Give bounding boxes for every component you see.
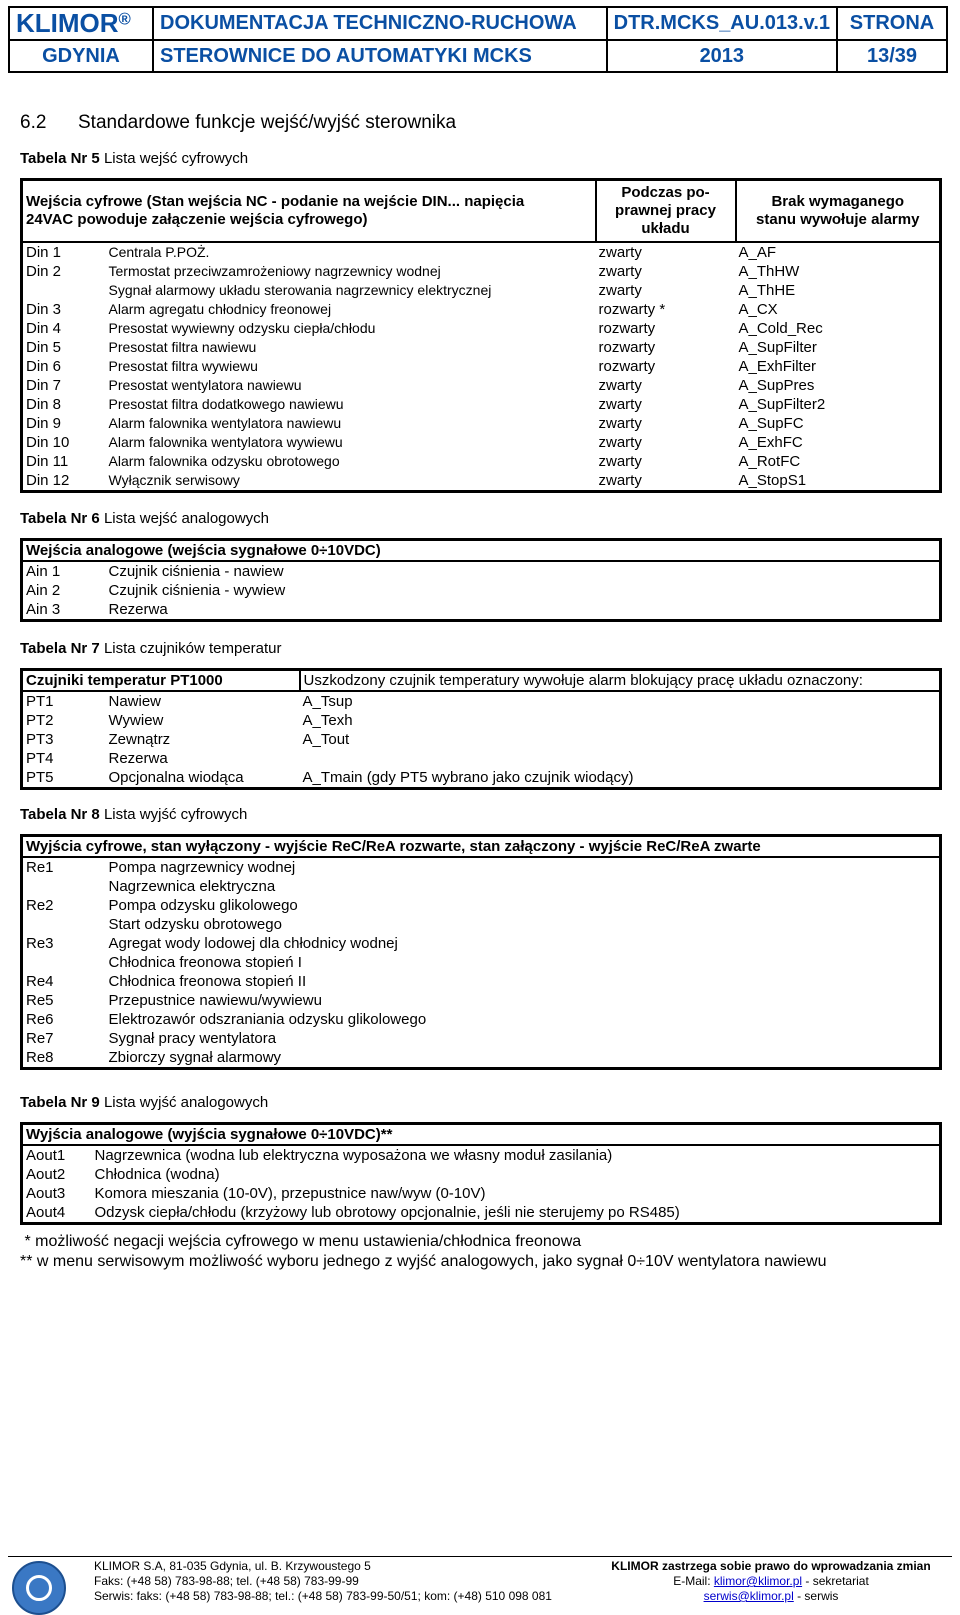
output-description: Sygnał pracy wentylatora [108,1030,277,1047]
alarm-code: A_CX [738,301,778,318]
brand-logo [9,7,153,40]
output-id: Re5 [26,992,54,1009]
input-id [22,281,106,300]
output-description: Elektrozawór odszraniania odzysku glikolowego [108,1011,427,1028]
table8-body [22,857,941,1069]
output-description: Przepustnice nawiewu/wywiewu [108,992,322,1009]
section-title: Standardowe funkcje wejść/wyjść sterownika [78,112,457,133]
footer-contact: KLIMOR zastrzega sobie prawo do wprowadzania zmian E-Mail: klimor@klimor.pl - sekretariat serwis@klimor.pl - serwis [590,1559,952,1604]
table7-temperature-sensors [20,668,942,790]
input-description: Termostat przeciwzamrożeniowy nagrzewnicy wodnej [108,263,441,279]
alarm-code: A_StopS1 [738,472,807,489]
input-description: Presostat filtra nawiewu [108,339,257,355]
normal-state: zwarty [598,377,642,394]
table9-header: Wyjścia analogowe (wyjścia sygnałowe 0÷10VDC)** [22,1124,941,1146]
input-id: Din 5 [26,339,62,356]
output-id: Re3 [26,935,54,952]
input-id: Ain 2 [26,582,61,599]
table-row [22,1184,941,1203]
sensor-location: Opcjonalna wiodąca [108,769,244,786]
section-heading [20,112,456,134]
alarm-code: A_Cold_Rec [738,320,823,337]
input-description: Czujnik ciśnienia - nawiew [108,563,284,580]
alarm-code: A_SupFilter [738,339,817,356]
input-description: Presostat filtra wywiewu [108,358,258,374]
normal-state: zwarty [598,396,642,413]
table-row [22,452,941,471]
page-number: 13/39 [837,40,947,72]
output-id [22,877,106,896]
table9-body [22,1145,941,1224]
input-id: Din 6 [26,358,62,375]
table-row [22,1029,941,1048]
normal-state: rozwarty * [598,301,666,318]
output-description: Nagrzewnica elektryczna [108,878,276,895]
page-label: STRONA [837,7,947,40]
table-row [22,857,941,877]
alarm-code: A_ExhFC [738,434,803,451]
table-row [22,395,941,414]
table-row [22,561,941,581]
registered-mark: ® [118,9,131,29]
output-id: Aout3 [26,1185,66,1202]
email-service-link[interactable]: serwis@klimor.pl [703,1589,794,1603]
alarm-code [300,749,941,768]
output-description: Pompa nagrzewnicy wodnej [108,859,296,876]
table5-header-alarms: Brak wymaganego stanu wywołuje alarmy [736,180,941,243]
sensor-id: PT5 [26,769,54,786]
input-description: Presostat wentylatora nawiewu [108,377,302,393]
alarm-code: A_AF [738,244,777,261]
table-row [22,242,941,262]
table7-header-sensors: Czujniki temperatur PT1000 [22,670,300,692]
table-row [22,376,941,395]
output-id: Re7 [26,1030,54,1047]
input-description: Centrala P.POŻ. [108,244,210,260]
output-id: Re8 [26,1049,54,1066]
doc-code: DTR.MCKS_AU.013.v.1 [607,7,837,40]
input-description: Presostat filtra dodatkowego nawiewu [108,396,344,412]
normal-state: zwarty [598,472,642,489]
brand-name: KLIMOR [16,8,119,38]
normal-state: rozwarty [598,358,656,375]
table-row [22,1145,941,1165]
table-row [22,749,941,768]
table-row [22,711,941,730]
table-row [22,262,941,281]
alarm-code: A_RotFC [738,453,801,470]
output-description: Komora mieszania (10-0V), przepustnice naw/wyw (0-10V) [94,1185,486,1202]
alarm-code: A_SupFilter2 [738,396,826,413]
table6-caption: Tabela Nr 6 Lista wejść analogowych [20,510,270,527]
input-id: Din 1 [26,244,62,261]
input-id: Din 9 [26,415,62,432]
output-id: Aout1 [26,1147,66,1164]
table6-analog-inputs [20,538,942,622]
alarm-code: A_Tsup [302,693,353,710]
normal-state: rozwarty [598,320,656,337]
input-id: Din 11 [26,453,69,470]
normal-state: zwarty [598,263,642,280]
alarm-code: A_ThHE [738,282,796,299]
output-id [22,953,106,972]
sensor-location: Nawiew [108,693,162,710]
doc-year: 2013 [607,40,837,72]
alarm-code: A_Texh [302,712,353,729]
table-row [22,1048,941,1069]
city: GDYNIA [9,40,153,72]
footer-address: KLIMOR S.A, 81-035 Gdynia, ul. B. Krzywoustego 5 Faks: (+48 58) 783-98-88; tel. (+48 58) 783-99-99 Serwis: faks: (+48 58) 783-98-88; tel.: (+48 58) 783-99-50/51; kom: (+48) 510 098 081 [94,1559,552,1603]
input-id: Ain 1 [26,563,61,580]
table-row [22,338,941,357]
table-row [22,433,941,452]
table5-header-inputs: Wejścia cyfrowe (Stan wejścia NC - podanie na wejście DIN... napięcia 24VAC powoduje załączenie wejścia cyfrowego) [22,180,596,243]
output-id: Re2 [26,897,54,914]
sensor-location: Zewnątrz [108,731,171,748]
table9-caption: Tabela Nr 9 Lista wyjść analogowych [20,1094,269,1111]
doc-title: DOKUMENTACJA TECHNICZNO-RUCHOWA [153,7,607,40]
table-row [22,896,941,915]
table-row [22,953,941,972]
output-description: Agregat wody lodowej dla chłodnicy wodnej [108,935,398,952]
company-seal-icon [12,1561,66,1615]
table-row [22,768,941,789]
alarm-code: A_Tmain (gdy PT5 wybrano jako czujnik wiodący) [302,769,634,786]
table8-digital-outputs [20,834,942,1070]
output-id: Aout2 [26,1166,66,1183]
table5-header-normal-state: Podczas po- prawnej pracy układu [596,180,736,243]
input-id: Din 2 [26,263,62,280]
output-description: Pompa odzysku glikolowego [108,897,298,914]
sensor-id: PT3 [26,731,54,748]
normal-state: zwarty [598,244,642,261]
alarm-code: A_SupPres [738,377,815,394]
input-description: Alarm falownika wentylatora nawiewu [108,415,342,431]
table8-header: Wyjścia cyfrowe, stan wyłączony - wyjście ReC/ReA rozwarte, stan załączony - wyjście ReC/ReA zwarte [22,836,941,858]
table5-header [22,180,941,243]
output-description: Chłodnica freonowa stopień I [108,954,302,971]
output-description: Start odzysku obrotowego [108,916,282,933]
input-id: Din 10 [26,434,70,451]
normal-state: zwarty [598,453,642,470]
normal-state: zwarty [598,434,642,451]
table6-header: Wejścia analogowe (wejścia sygnałowe 0÷10VDC) [22,540,941,562]
table-row [22,281,941,300]
footnote-1: * możliwość negacji wejścia cyfrowego w menu ustawienia/chłodnica freonowa [20,1233,582,1250]
footnote-2: ** w menu serwisowym możliwość wyboru jednego z wyjść analogowych, jako sygnał 0÷10V wentylatora nawiewu [20,1253,827,1270]
table-row [22,730,941,749]
table-row [22,991,941,1010]
input-description: Rezerwa [108,601,168,618]
footnotes [20,1232,826,1272]
output-id: Re6 [26,1011,54,1028]
input-id: Ain 3 [26,601,61,618]
output-id: Aout4 [26,1204,66,1221]
input-id: Din 3 [26,301,62,318]
output-id: Re4 [26,973,54,990]
doc-subtitle: STEROWNICE DO AUTOMATYKI MCKS [153,40,607,72]
table-row [22,300,941,319]
alarm-code: A_SupFC [738,415,804,432]
document-header [8,6,948,73]
input-description: Sygnał alarmowy układu sterowania nagrzewnicy elektrycznej [108,282,492,298]
table5-body [22,242,941,492]
output-description: Chłodnica freonowa stopień II [108,973,307,990]
table-row [22,877,941,896]
table-row [22,691,941,711]
table5-caption: Tabela Nr 5 Lista wejść cyfrowych [20,150,249,167]
table-row [22,915,941,934]
table7-body [22,691,941,789]
table-row [22,600,941,621]
input-id: Din 12 [26,472,70,489]
table-row [22,581,941,600]
sensor-id: PT4 [26,750,54,767]
table9-analog-outputs [20,1122,942,1225]
input-description: Presostat wywiewny odzysku ciepła/chłodu [108,320,376,336]
table-row [22,357,941,376]
table-row [22,972,941,991]
table-row [22,414,941,433]
alarm-code: A_Tout [302,731,350,748]
output-description: Odzysk ciepła/chłodu (krzyżowy lub obrotowy opcjonalnie, jeśli nie sterujemy po RS485) [94,1204,680,1221]
input-description: Alarm agregatu chłodnicy freonowej [108,301,332,317]
table-row [22,1165,941,1184]
input-id: Din 4 [26,320,62,337]
input-description: Alarm falownika wentylatora wywiewu [108,434,343,450]
table7-header-alarm: Uszkodzony czujnik temperatury wywołuje alarm blokujący pracę układu oznaczony: [300,670,941,692]
sensor-location: Rezerwa [108,750,168,767]
table-row [22,1010,941,1029]
alarm-code: A_ThHW [738,263,800,280]
output-description: Chłodnica (wodna) [94,1166,220,1183]
table-row [22,1203,941,1224]
input-id: Din 7 [26,377,62,394]
email-secretariat-link[interactable]: klimor@klimor.pl [713,1574,803,1588]
normal-state: rozwarty [598,339,656,356]
input-description: Alarm falownika odzysku obrotowego [108,453,340,469]
table-row [22,319,941,338]
output-id [22,915,106,934]
alarm-code: A_ExhFilter [738,358,817,375]
output-id: Re1 [26,859,54,876]
input-description: Czujnik ciśnienia - wywiew [108,582,286,599]
footer-rights: KLIMOR zastrzega sobie prawo do wprowadzania zmian [611,1559,931,1573]
sensor-id: PT2 [26,712,54,729]
section-number: 6.2 [20,112,47,133]
output-description: Nagrzewnica (wodna lub elektryczna wyposażona we własny moduł zasilania) [94,1147,613,1164]
output-description: Zbiorczy sygnał alarmowy [108,1049,282,1066]
table8-caption: Tabela Nr 8 Lista wyjść cyfrowych [20,806,248,823]
table7-caption: Tabela Nr 7 Lista czujników temperatur [20,640,282,657]
table5-digital-inputs [20,178,942,493]
sensor-id: PT1 [26,693,54,710]
table6-body [22,561,941,621]
input-description: Wyłącznik serwisowy [108,472,240,488]
normal-state: zwarty [598,282,642,299]
table7-header [22,670,941,692]
normal-state: zwarty [598,415,642,432]
table-row [22,934,941,953]
input-id: Din 8 [26,396,62,413]
sensor-location: Wywiew [108,712,164,729]
table-row [22,471,941,492]
page-footer [8,1556,952,1609]
